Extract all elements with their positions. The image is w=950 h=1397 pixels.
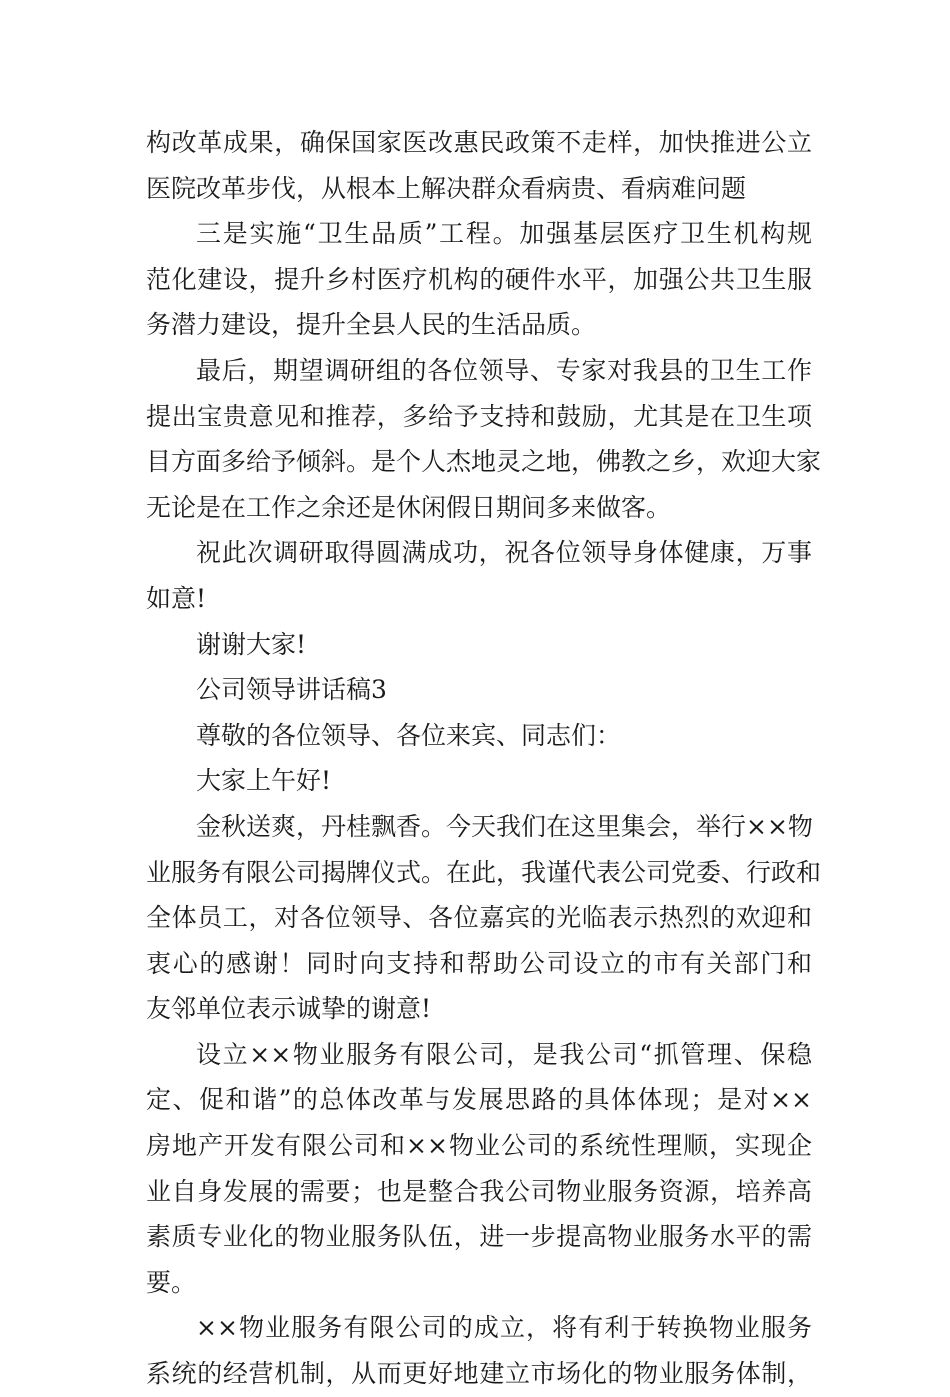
section-title: 公司领导讲话稿3	[196, 675, 387, 705]
text-line: 房地产开发有限公司和××物业公司的系统性理顺，实现企	[146, 1131, 812, 1161]
text-line: 目方面多给予倾斜。是个人杰地灵之地，佛教之乡，欢迎大家	[146, 447, 822, 477]
body-text	[146, 120, 822, 1397]
text-line: 提出宝贵意见和推荐，多给予支持和鼓励，尤其是在卫生项	[146, 401, 812, 431]
text-line: 务潜力建设，提升全县人民的生活品质。	[146, 310, 597, 340]
paragraph-start: 设立××物业服务有限公司，是我公司“抓管理、保稳	[196, 1039, 812, 1069]
text-line: 友邻单位表示诚挚的谢意!	[146, 994, 432, 1024]
paragraph-start: 最后，期望调研组的各位领导、专家对我县的卫生工作	[196, 355, 812, 385]
text-line: 全体员工，对各位领导、各位嘉宾的光临表示热烈的欢迎和	[146, 903, 812, 933]
paragraph-start: 谢谢大家!	[196, 629, 307, 659]
paragraph-start: 金秋送爽，丹桂飘香。今天我们在这里集会，举行××物	[196, 811, 813, 841]
paragraph-start: 三是实施“卫生品质”工程。加强基层医疗卫生机构规	[196, 219, 812, 249]
salutation: 尊敬的各位领导、各位来宾、同志们：	[196, 720, 622, 750]
text-line: 定、促和谐”的总体改革与发展思路的具体体现；是对××	[146, 1085, 812, 1115]
greeting: 大家上午好!	[196, 766, 332, 796]
text-line: 衷心的感谢！同时向支持和帮助公司设立的市有关部门和	[146, 948, 812, 978]
text-line: 无论是在工作之余还是休闲假日期间多来做客。	[146, 492, 672, 522]
text-line: 构改革成果，确保国家医改惠民政策不走样，加快推进公立	[146, 128, 812, 157]
text-line: 系统的经营机制，从而更好地建立市场化的物业服务体制，	[146, 1359, 812, 1389]
text-line: 如意!	[146, 583, 207, 613]
text-line: 要。	[146, 1267, 197, 1297]
text-line: 业服务有限公司揭牌仪式。在此，我谨代表公司党委、行政和	[146, 857, 822, 887]
text-line: 医院改革步伐，从根本上解决群众看病贵、看病难问题	[146, 173, 747, 203]
text-line: 素质专业化的物业服务队伍，进一步提高物业服务水平的需	[146, 1222, 812, 1252]
text-line: 业自身发展的需要；也是整合我公司物业服务资源，培养高	[146, 1176, 812, 1206]
paragraph-start: ××物业服务有限公司的成立，将有利于转换物业服务	[196, 1313, 812, 1343]
text-line: 范化建设，提升乡村医疗机构的硬件水平，加强公共卫生服	[146, 264, 812, 294]
paragraph-start: 祝此次调研取得圆满成功，祝各位领导身体健康，万事	[196, 538, 812, 568]
